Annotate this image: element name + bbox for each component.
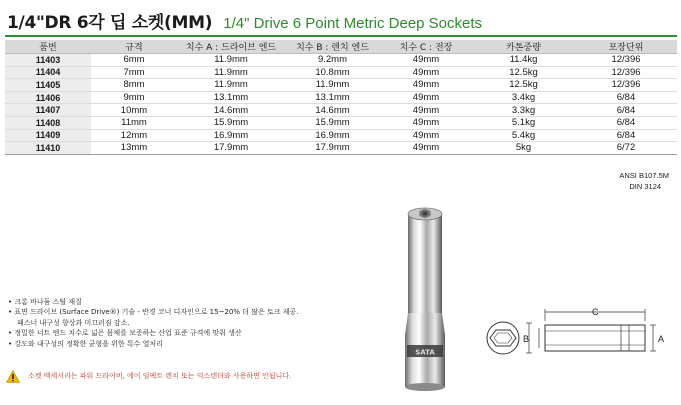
title-korean: 1/4"DR 6각 딥 소켓(MM): [7, 13, 213, 33]
table-cell: 6/84: [575, 104, 677, 117]
table-cell: 17.9mm: [177, 142, 285, 155]
socket-brand-text: SATA: [415, 348, 435, 357]
table-cell: 11.9mm: [177, 54, 285, 67]
part-number-cell: 11405: [5, 79, 91, 92]
table-cell: 12mm: [91, 129, 177, 142]
table-cell: 13.1mm: [177, 91, 285, 104]
title-row: [7, 8, 677, 34]
note-item: • 표면 드라이브 (Surface Drive®) 기술 - 반경 코너 디자인으로 15~20% 더 많은 토크 제공.: [8, 308, 299, 317]
column-header: 치수 B : 렌치 엔드: [285, 40, 380, 54]
feature-notes: [8, 297, 398, 349]
side-view: [545, 325, 645, 351]
a-dimension: [650, 325, 656, 351]
title-english: 1/4" Drive 6 Point Metric Deep Sockets: [223, 15, 483, 32]
table-cell: 6/84: [575, 116, 677, 129]
standards: [619, 170, 669, 192]
table-cell: 11.9mm: [177, 79, 285, 92]
table-row: [5, 66, 677, 79]
table-cell: 9.2mm: [285, 54, 380, 67]
dimension-diagram: [481, 306, 671, 366]
table-cell: 49mm: [380, 142, 472, 155]
column-header: 치수 A : 드라이브 엔드: [177, 40, 285, 54]
b-label-left: B: [523, 334, 530, 344]
table-cell: 15.9mm: [285, 116, 380, 129]
table-cell: 11mm: [91, 116, 177, 129]
table-cell: 3.4kg: [472, 91, 575, 104]
table-cell: 16.9mm: [177, 129, 285, 142]
table-cell: 9mm: [91, 91, 177, 104]
table-cell: 49mm: [380, 79, 472, 92]
table-cell: 13mm: [91, 142, 177, 155]
table-cell: 12/396: [575, 54, 677, 67]
table-cell: 14.6mm: [177, 104, 285, 117]
column-header: 포장단위: [575, 40, 677, 54]
table-cell: 3.3kg: [472, 104, 575, 117]
table-cell: 12/396: [575, 66, 677, 79]
note-item: 패스너 내구성 향상과 미끄러짐 감소.: [17, 318, 130, 327]
table-cell: 7mm: [91, 66, 177, 79]
table-cell: 6/84: [575, 129, 677, 142]
column-header: 카톤중량: [472, 40, 575, 54]
note-item: • 크롬 바나듐 스틸 재질: [8, 298, 82, 306]
table-row: [5, 116, 677, 129]
table-cell: 49mm: [380, 104, 472, 117]
table-cell: 6/84: [575, 91, 677, 104]
table-cell: 49mm: [380, 91, 472, 104]
table-cell: 5kg: [472, 142, 575, 155]
table-cell: 16.9mm: [285, 129, 380, 142]
title-underline: [5, 35, 677, 37]
table-row: [5, 79, 677, 92]
warning-text: 소켓 액세서리는 파워 드라이버, 에어 임팩트 렌치 또는 익스텐더와 사용하면 안됩니다.: [28, 372, 292, 380]
table-cell: 12.5kg: [472, 79, 575, 92]
column-header: 규격: [91, 40, 177, 54]
table-row: [5, 104, 677, 117]
a-label: A: [658, 334, 665, 344]
c-label: C: [592, 307, 599, 317]
table-cell: 15.9mm: [177, 116, 285, 129]
table-header-row: [5, 40, 677, 54]
table-cell: 11.4kg: [472, 54, 575, 67]
table-cell: 49mm: [380, 66, 472, 79]
table-cell: 6mm: [91, 54, 177, 67]
table-cell: 5.1kg: [472, 116, 575, 129]
table-cell: 12.5kg: [472, 66, 575, 79]
column-header: 치수 C : 전장: [380, 40, 472, 54]
table-cell: 49mm: [380, 116, 472, 129]
part-number-cell: 11406: [5, 91, 91, 104]
hex-end-view: [487, 322, 519, 354]
warning-banner: [6, 368, 396, 384]
socket-image: [398, 205, 456, 395]
part-number-cell: 11408: [5, 116, 91, 129]
note-item: • 정밀한 너트 엔드 치수로 넓은 몸체를 보증하는 산업 표준 규격에 맞춰 생산: [8, 329, 242, 338]
table-cell: 11.9mm: [177, 66, 285, 79]
part-number-cell: 11407: [5, 104, 91, 117]
warning-icon: [6, 370, 20, 383]
part-number-cell: 11403: [5, 54, 91, 67]
standard-ansi: ANSI B107.5M: [619, 171, 669, 180]
table-body: [5, 54, 677, 155]
table-cell: 8mm: [91, 79, 177, 92]
table-cell: 11.9mm: [285, 79, 380, 92]
table-cell: 13.1mm: [285, 91, 380, 104]
spec-table: [5, 40, 677, 155]
table-row: [5, 54, 677, 67]
table-cell: 6/72: [575, 142, 677, 155]
part-number-cell: 11409: [5, 129, 91, 142]
column-header: 품번: [5, 40, 91, 54]
table-cell: 10mm: [91, 104, 177, 117]
note-item: • 강도와 내구성의 정확한 균형을 위한 특수 열처리: [8, 339, 163, 348]
table-cell: 12/396: [575, 79, 677, 92]
table-cell: 49mm: [380, 129, 472, 142]
table-row: [5, 129, 677, 142]
table-row: [5, 91, 677, 104]
table-cell: 17.9mm: [285, 142, 380, 155]
standard-din: DIN 3124: [629, 182, 662, 191]
table-cell: 10.8mm: [285, 66, 380, 79]
table-cell: 49mm: [380, 54, 472, 67]
part-number-cell: 11410: [5, 142, 91, 155]
table-row: [5, 142, 677, 155]
table-cell: 14.6mm: [285, 104, 380, 117]
part-number-cell: 11404: [5, 66, 91, 79]
table-cell: 5.4kg: [472, 129, 575, 142]
